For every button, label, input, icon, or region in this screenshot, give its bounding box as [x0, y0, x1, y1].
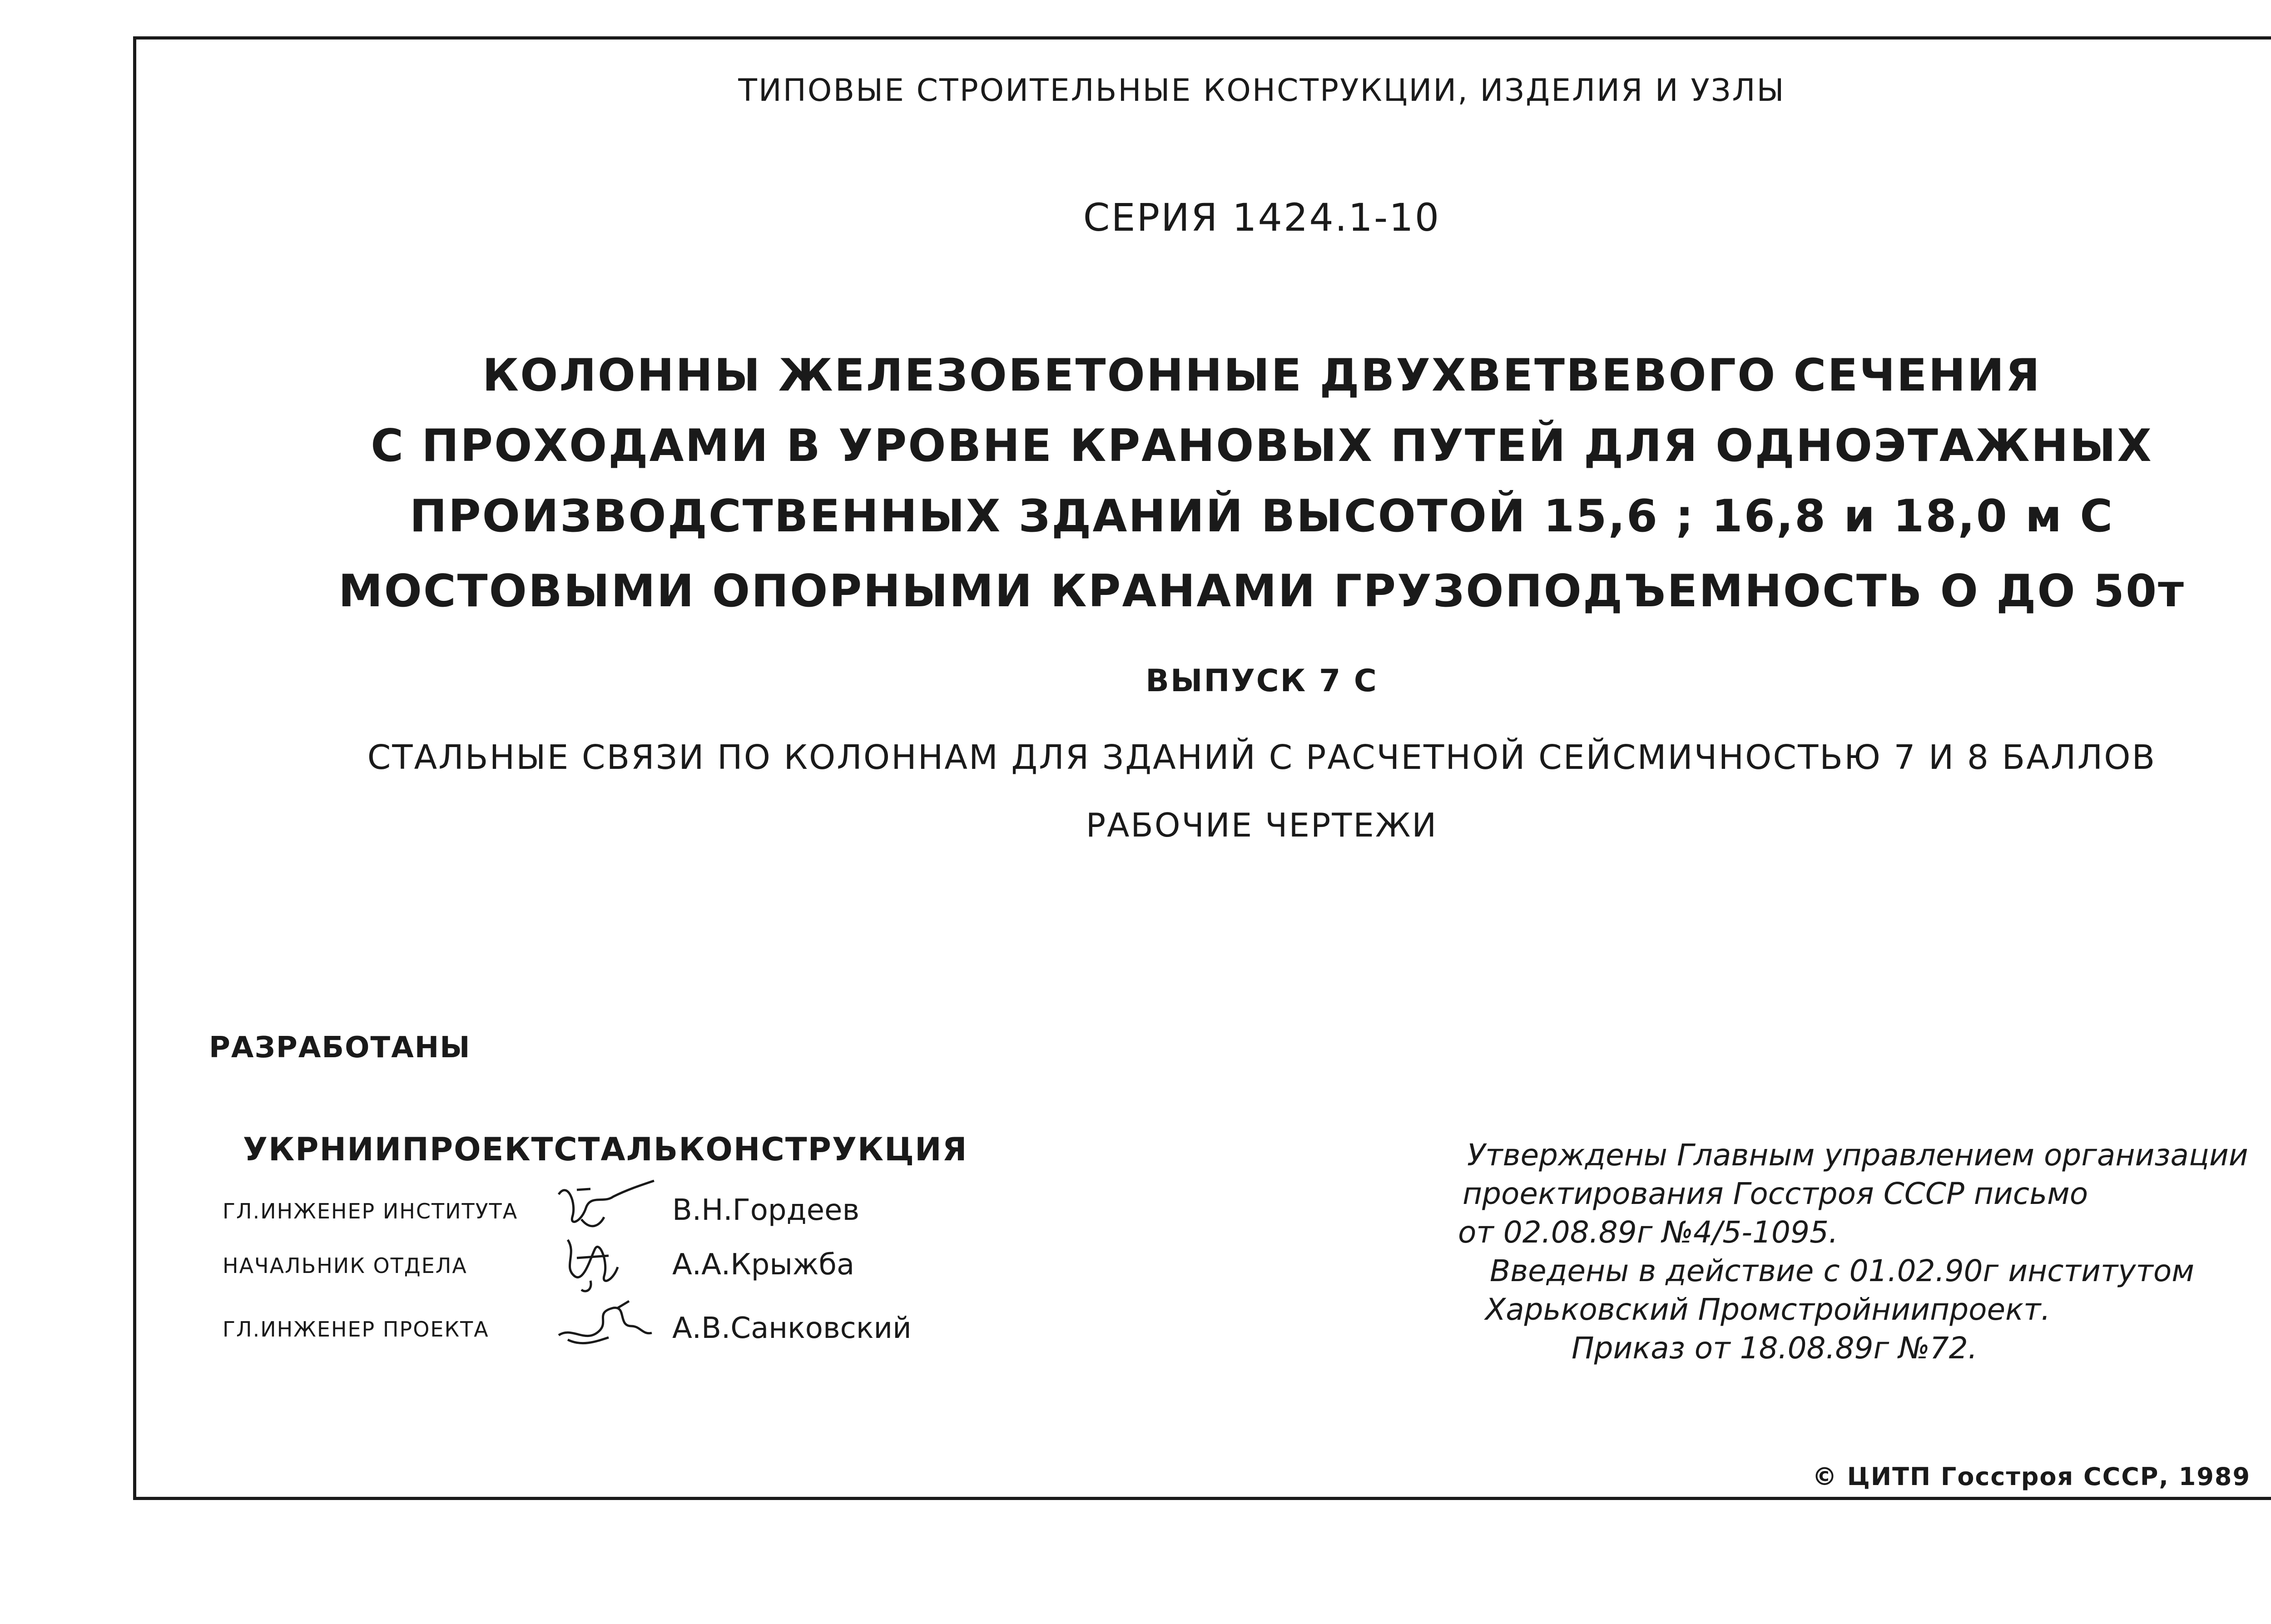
staff-role: ГЛ.ИНЖЕНЕР ИНСТИТУТА [223, 1199, 518, 1223]
subtitle: СТАЛЬНЫЕ СВЯЗИ ПО КОЛОННАМ ДЛЯ ЗДАНИЙ С РАСЧЕТНОЙ СЕЙСМИЧНОСТЬЮ 7 И 8 БАЛЛОВ [367, 738, 2157, 777]
staff-role: НАЧАЛЬНИК ОТДЕЛА [223, 1253, 467, 1278]
staff-name: А.В.Санковский [672, 1312, 912, 1345]
copyright-notice: © ЦИТП Госстроя СССР, 1989 [1812, 1462, 2251, 1491]
collection-header: ТИПОВЫЕ СТРОИТЕЛЬНЫЕ КОНСТРУКЦИИ, ИЗДЕЛИЯ И УЗЛЫ [738, 73, 1785, 109]
signature-image [550, 1231, 659, 1294]
signature-image [550, 1176, 659, 1240]
staff-row [223, 1244, 949, 1299]
staff-name: А.А.Крыжба [672, 1248, 855, 1282]
title-line-1: КОЛОННЫ ЖЕЛЕЗОБЕТОННЫЕ ДВУХВЕТВЕВОГО СЕЧЕНИЯ [482, 350, 2042, 401]
approval-line-3: от 02.08.89г №4/5-1095. [1458, 1215, 1838, 1250]
approval-line-4: Введены в действие с 01.02.90г институтом [1490, 1253, 2194, 1288]
staff-name: В.Н.Гордеев [672, 1193, 860, 1227]
issue-number: ВЫПУСК 7 С [1145, 663, 1378, 699]
approval-line-2: проектирования Госстроя СССР письмо [1463, 1176, 2088, 1211]
staff-role: ГЛ.ИНЖЕНЕР ПРОЕКТА [223, 1317, 489, 1342]
developer-label: РАЗРАБОТАНЫ [209, 1031, 471, 1065]
approval-line-1: Утверждены Главным управлением организации [1467, 1138, 2248, 1173]
approval-line-6: Приказ от 18.08.89г №72. [1572, 1331, 1978, 1366]
drawings-label: РАБОЧИЕ ЧЕРТЕЖИ [1086, 806, 1438, 844]
series-number: СЕРИЯ 1424.1-10 [1083, 195, 1441, 240]
title-line-4: МОСТОВЫМИ ОПОРНЫМИ КРАНАМИ ГРУЗОПОДЪЕМНОСТЬ О ДО 50т [338, 565, 2185, 617]
approval-line-5: Харьковский Промстройниипроект. [1485, 1292, 2051, 1327]
signature-image [550, 1294, 659, 1358]
title-line-3: ПРОИЗВОДСТВЕННЫХ ЗДАНИЙ ВЫСОТОЙ 15,6 ; 16,8 и 18,0 м С [409, 490, 2114, 542]
staff-row [223, 1308, 949, 1362]
organization-name: УКРНИИПРОЕКТСТАЛЬКОНСТРУКЦИЯ [243, 1131, 968, 1168]
title-line-2: С ПРОХОДАМИ В УРОВНЕ КРАНОВЫХ ПУТЕЙ ДЛЯ ОДНОЭТАЖНЫХ [371, 420, 2153, 472]
